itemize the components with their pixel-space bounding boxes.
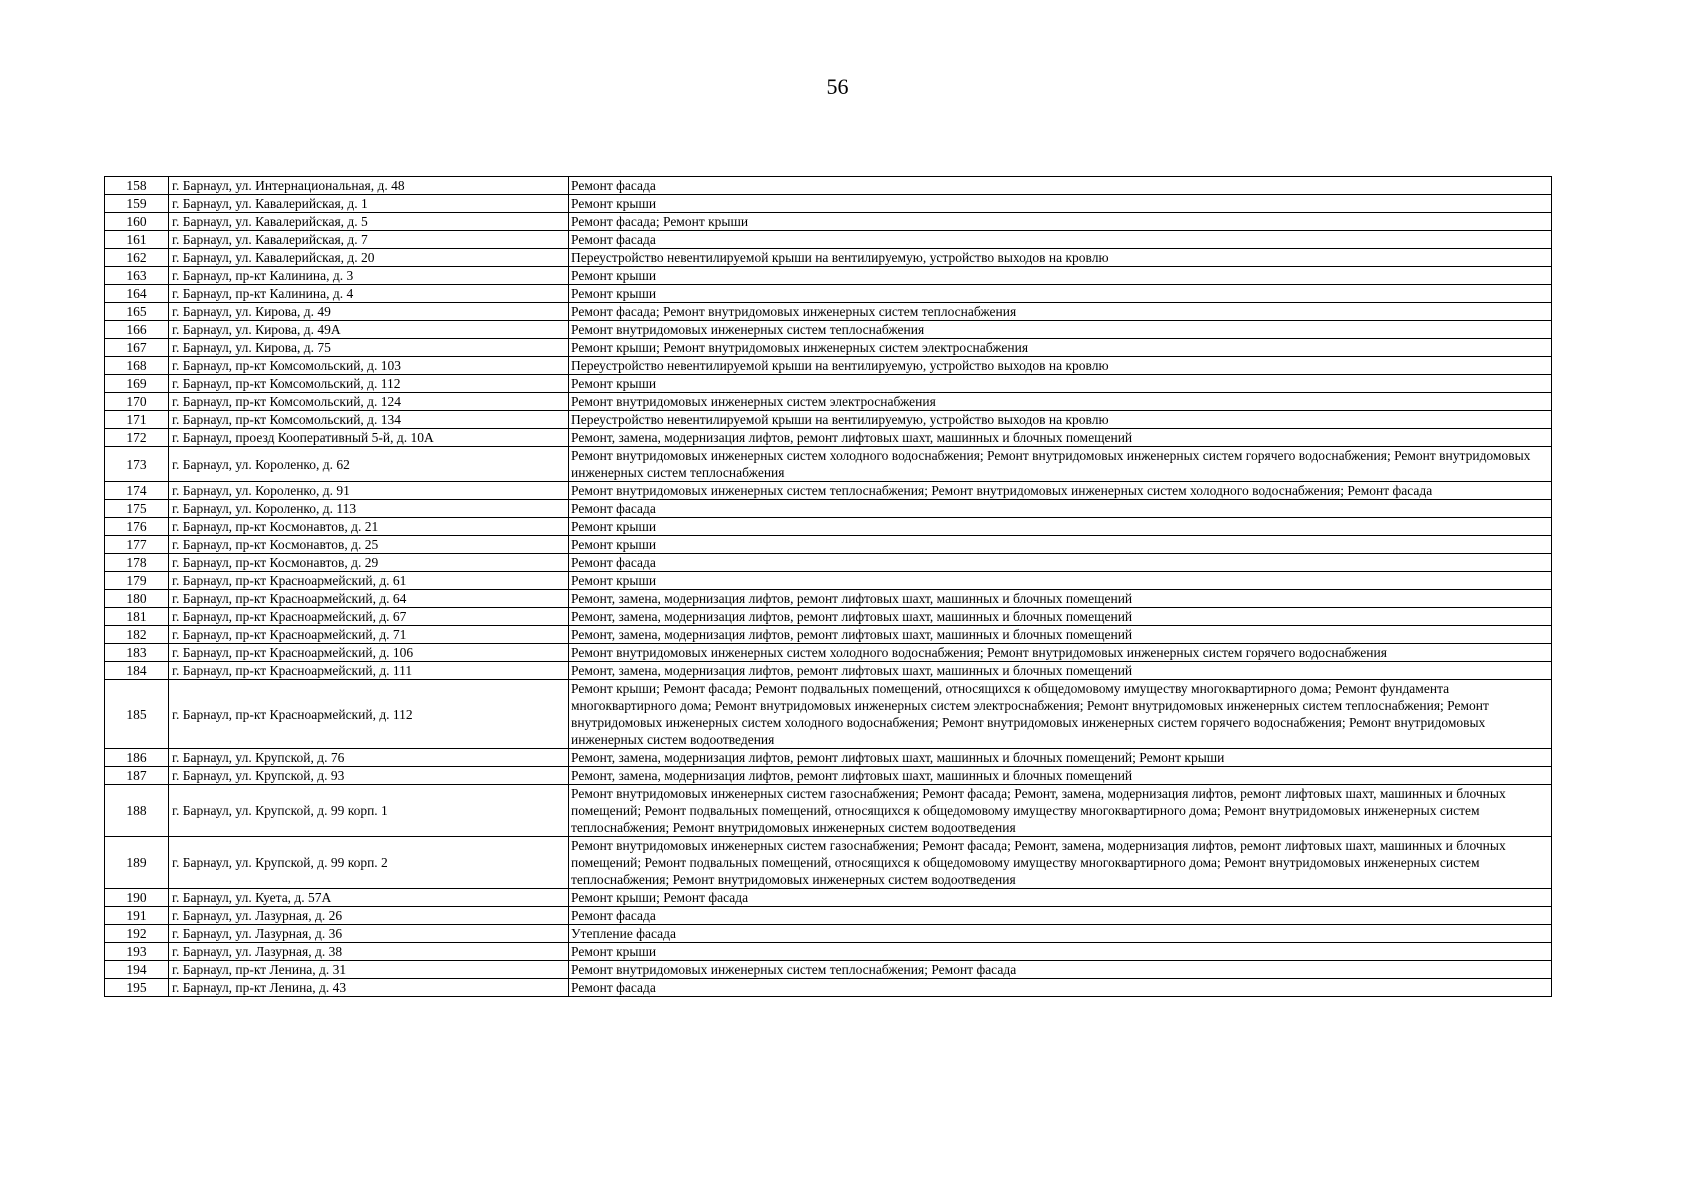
table-row (105, 767, 1552, 785)
row-address: г. Барнаул, пр-кт Калинина, д. 3 (169, 267, 569, 285)
table-row (105, 590, 1552, 608)
row-address: г. Барнаул, ул. Короленко, д. 91 (169, 482, 569, 500)
row-number: 195 (105, 979, 169, 997)
row-works: Ремонт внутридомовых инженерных систем газоснабжения; Ремонт фасада; Ремонт, замена, модернизация лифтов, ремонт лифтовых шахт, машинных и блочных помещений; Ремонт подвальных помещений, относящихся к общедомовому имуществу многоквартирного дома; Ремонт внутридомовых инженерных систем теплоснабжения; Ремонт внутридомовых инженерных систем водоотведения (569, 837, 1552, 889)
row-works: Ремонт, замена, модернизация лифтов, ремонт лифтовых шахт, машинных и блочных помещений; Ремонт крыши (569, 749, 1552, 767)
row-works: Ремонт фасада; Ремонт крыши (569, 213, 1552, 231)
row-address: г. Барнаул, пр-кт Красноармейский, д. 112 (169, 680, 569, 749)
row-works: Ремонт, замена, модернизация лифтов, ремонт лифтовых шахт, машинных и блочных помещений (569, 626, 1552, 644)
row-number: 190 (105, 889, 169, 907)
row-works: Ремонт крыши (569, 943, 1552, 961)
row-address: г. Барнаул, ул. Лазурная, д. 38 (169, 943, 569, 961)
row-address: г. Барнаул, пр-кт Калинина, д. 4 (169, 285, 569, 303)
table-body (105, 177, 1552, 997)
row-address: г. Барнаул, ул. Крупской, д. 99 корп. 1 (169, 785, 569, 837)
row-address: г. Барнаул, пр-кт Комсомольский, д. 103 (169, 357, 569, 375)
table-row (105, 644, 1552, 662)
row-works: Ремонт фасада; Ремонт внутридомовых инженерных систем теплоснабжения (569, 303, 1552, 321)
table-row (105, 177, 1552, 195)
row-address: г. Барнаул, ул. Крупской, д. 99 корп. 2 (169, 837, 569, 889)
row-address: г. Барнаул, пр-кт Ленина, д. 43 (169, 979, 569, 997)
table-row (105, 979, 1552, 997)
row-address: г. Барнаул, ул. Кавалерийская, д. 5 (169, 213, 569, 231)
row-works: Ремонт внутридомовых инженерных систем газоснабжения; Ремонт фасада; Ремонт, замена, модернизация лифтов, ремонт лифтовых шахт, машинных и блочных помещений; Ремонт подвальных помещений, относящихся к общедомовому имуществу многоквартирного дома; Ремонт внутридомовых инженерных систем теплоснабжения; Ремонт внутридомовых инженерных систем водоотведения (569, 785, 1552, 837)
row-number: 189 (105, 837, 169, 889)
row-works: Ремонт внутридомовых инженерных систем холодного водоснабжения; Ремонт внутридомовых инженерных систем горячего водоснабжения; Ремонт внутридомовых инженерных систем теплоснабжения (569, 447, 1552, 482)
row-number: 181 (105, 608, 169, 626)
row-works: Ремонт, замена, модернизация лифтов, ремонт лифтовых шахт, машинных и блочных помещений (569, 429, 1552, 447)
row-address: г. Барнаул, пр-кт Красноармейский, д. 67 (169, 608, 569, 626)
row-works: Ремонт крыши (569, 267, 1552, 285)
row-number: 173 (105, 447, 169, 482)
row-number: 168 (105, 357, 169, 375)
row-works: Ремонт фасада (569, 177, 1552, 195)
row-address: г. Барнаул, пр-кт Красноармейский, д. 106 (169, 644, 569, 662)
table-row (105, 303, 1552, 321)
row-works: Ремонт крыши (569, 375, 1552, 393)
row-number: 182 (105, 626, 169, 644)
row-address: г. Барнаул, пр-кт Красноармейский, д. 71 (169, 626, 569, 644)
row-works: Ремонт фасада (569, 907, 1552, 925)
row-number: 171 (105, 411, 169, 429)
row-number: 158 (105, 177, 169, 195)
row-address: г. Барнаул, пр-кт Космонавтов, д. 29 (169, 554, 569, 572)
table-row (105, 518, 1552, 536)
row-works: Ремонт крыши (569, 572, 1552, 590)
row-address: г. Барнаул, ул. Лазурная, д. 36 (169, 925, 569, 943)
table-row (105, 680, 1552, 749)
row-works: Ремонт фасада (569, 554, 1552, 572)
table-row (105, 536, 1552, 554)
row-number: 193 (105, 943, 169, 961)
row-number: 186 (105, 749, 169, 767)
row-address: г. Барнаул, ул. Лазурная, д. 26 (169, 907, 569, 925)
table-row (105, 285, 1552, 303)
table-row (105, 500, 1552, 518)
row-address: г. Барнаул, ул. Куета, д. 57А (169, 889, 569, 907)
table-row (105, 925, 1552, 943)
table-row (105, 785, 1552, 837)
row-number: 194 (105, 961, 169, 979)
row-number: 185 (105, 680, 169, 749)
row-number: 159 (105, 195, 169, 213)
row-works: Ремонт крыши (569, 536, 1552, 554)
row-address: г. Барнаул, пр-кт Космонавтов, д. 21 (169, 518, 569, 536)
table-row (105, 482, 1552, 500)
table-row (105, 943, 1552, 961)
houses-table (104, 176, 1552, 997)
row-address: г. Барнаул, проезд Кооперативный 5-й, д. 10А (169, 429, 569, 447)
row-works: Ремонт, замена, модернизация лифтов, ремонт лифтовых шахт, машинных и блочных помещений (569, 590, 1552, 608)
row-address: г. Барнаул, пр-кт Комсомольский, д. 112 (169, 375, 569, 393)
row-number: 180 (105, 590, 169, 608)
row-number: 176 (105, 518, 169, 536)
row-address: г. Барнаул, ул. Кирова, д. 49 (169, 303, 569, 321)
row-number: 172 (105, 429, 169, 447)
table-row (105, 195, 1552, 213)
table-row (105, 357, 1552, 375)
row-number: 164 (105, 285, 169, 303)
row-number: 166 (105, 321, 169, 339)
row-address: г. Барнаул, ул. Короленко, д. 113 (169, 500, 569, 518)
table-row (105, 267, 1552, 285)
row-works: Ремонт внутридомовых инженерных систем теплоснабжения; Ремонт внутридомовых инженерных систем холодного водоснабжения; Ремонт фасада (569, 482, 1552, 500)
table-row (105, 749, 1552, 767)
row-works: Ремонт крыши (569, 518, 1552, 536)
row-address: г. Барнаул, ул. Кавалерийская, д. 1 (169, 195, 569, 213)
row-works: Ремонт, замена, модернизация лифтов, ремонт лифтовых шахт, машинных и блочных помещений (569, 608, 1552, 626)
table-row (105, 907, 1552, 925)
table-row (105, 411, 1552, 429)
row-number: 188 (105, 785, 169, 837)
table-row (105, 889, 1552, 907)
row-works: Ремонт крыши; Ремонт фасада (569, 889, 1552, 907)
row-number: 183 (105, 644, 169, 662)
row-number: 165 (105, 303, 169, 321)
row-works: Ремонт крыши (569, 195, 1552, 213)
row-works: Ремонт фасада (569, 979, 1552, 997)
row-number: 191 (105, 907, 169, 925)
row-address: г. Барнаул, ул. Крупской, д. 76 (169, 749, 569, 767)
row-address: г. Барнаул, ул. Короленко, д. 62 (169, 447, 569, 482)
row-address: г. Барнаул, ул. Крупской, д. 93 (169, 767, 569, 785)
row-works: Ремонт внутридомовых инженерных систем теплоснабжения; Ремонт фасада (569, 961, 1552, 979)
row-number: 178 (105, 554, 169, 572)
table-row (105, 961, 1552, 979)
page-number: 56 (826, 74, 849, 99)
row-number: 177 (105, 536, 169, 554)
row-number: 160 (105, 213, 169, 231)
row-number: 162 (105, 249, 169, 267)
table-row (105, 213, 1552, 231)
row-address: г. Барнаул, ул. Кирова, д. 49А (169, 321, 569, 339)
table-row (105, 837, 1552, 889)
row-works: Ремонт крыши; Ремонт фасада; Ремонт подвальных помещений, относящихся к общедомовому имуществу многоквартирного дома; Ремонт фундамента многоквартирного дома; Ремонт внутридомовых инженерных систем электроснабжения; Ремонт внутридомовых инженерных систем теплоснабжения; Ремонт внутридомовых инженерных систем холодного водоснабжения; Ремонт внутридомовых инженерных систем горячего водоснабжения; Ремонт внутридомовых инженерных систем водоотведения (569, 680, 1552, 749)
row-number: 184 (105, 662, 169, 680)
row-works: Ремонт крыши (569, 285, 1552, 303)
row-number: 174 (105, 482, 169, 500)
row-number: 161 (105, 231, 169, 249)
row-works: Ремонт внутридомовых инженерных систем холодного водоснабжения; Ремонт внутридомовых инженерных систем горячего водоснабжения (569, 644, 1552, 662)
row-address: г. Барнаул, ул. Интернациональная, д. 48 (169, 177, 569, 195)
row-works: Переустройство невентилируемой крыши на вентилируемую, устройство выходов на кровлю (569, 411, 1552, 429)
row-number: 192 (105, 925, 169, 943)
table-row (105, 572, 1552, 590)
row-number: 167 (105, 339, 169, 357)
row-address: г. Барнаул, ул. Кавалерийская, д. 7 (169, 231, 569, 249)
row-number: 170 (105, 393, 169, 411)
row-address: г. Барнаул, пр-кт Космонавтов, д. 25 (169, 536, 569, 554)
table-row (105, 554, 1552, 572)
table-row (105, 608, 1552, 626)
table-row (105, 626, 1552, 644)
row-address: г. Барнаул, пр-кт Комсомольский, д. 124 (169, 393, 569, 411)
row-address: г. Барнаул, пр-кт Красноармейский, д. 64 (169, 590, 569, 608)
row-works: Ремонт фасада (569, 231, 1552, 249)
table-row (105, 249, 1552, 267)
table-row (105, 321, 1552, 339)
table-row (105, 393, 1552, 411)
table-row (105, 375, 1552, 393)
row-number: 169 (105, 375, 169, 393)
row-address: г. Барнаул, пр-кт Ленина, д. 31 (169, 961, 569, 979)
row-number: 179 (105, 572, 169, 590)
table-row (105, 447, 1552, 482)
row-address: г. Барнаул, пр-кт Комсомольский, д. 134 (169, 411, 569, 429)
table-row (105, 339, 1552, 357)
row-address: г. Барнаул, ул. Кавалерийская, д. 20 (169, 249, 569, 267)
table-row (105, 429, 1552, 447)
row-works: Ремонт внутридомовых инженерных систем теплоснабжения (569, 321, 1552, 339)
row-works: Переустройство невентилируемой крыши на вентилируемую, устройство выходов на кровлю (569, 357, 1552, 375)
row-works: Утепление фасада (569, 925, 1552, 943)
row-address: г. Барнаул, пр-кт Красноармейский, д. 61 (169, 572, 569, 590)
row-number: 175 (105, 500, 169, 518)
row-works: Ремонт, замена, модернизация лифтов, ремонт лифтовых шахт, машинных и блочных помещений (569, 767, 1552, 785)
row-works: Ремонт внутридомовых инженерных систем электроснабжения (569, 393, 1552, 411)
row-address: г. Барнаул, пр-кт Красноармейский, д. 111 (169, 662, 569, 680)
row-works: Ремонт крыши; Ремонт внутридомовых инженерных систем электроснабжения (569, 339, 1552, 357)
row-works: Переустройство невентилируемой крыши на вентилируемую, устройство выходов на кровлю (569, 249, 1552, 267)
row-number: 187 (105, 767, 169, 785)
row-works: Ремонт, замена, модернизация лифтов, ремонт лифтовых шахт, машинных и блочных помещений (569, 662, 1552, 680)
row-address: г. Барнаул, ул. Кирова, д. 75 (169, 339, 569, 357)
row-number: 163 (105, 267, 169, 285)
table-row (105, 231, 1552, 249)
table-row (105, 662, 1552, 680)
row-works: Ремонт фасада (569, 500, 1552, 518)
